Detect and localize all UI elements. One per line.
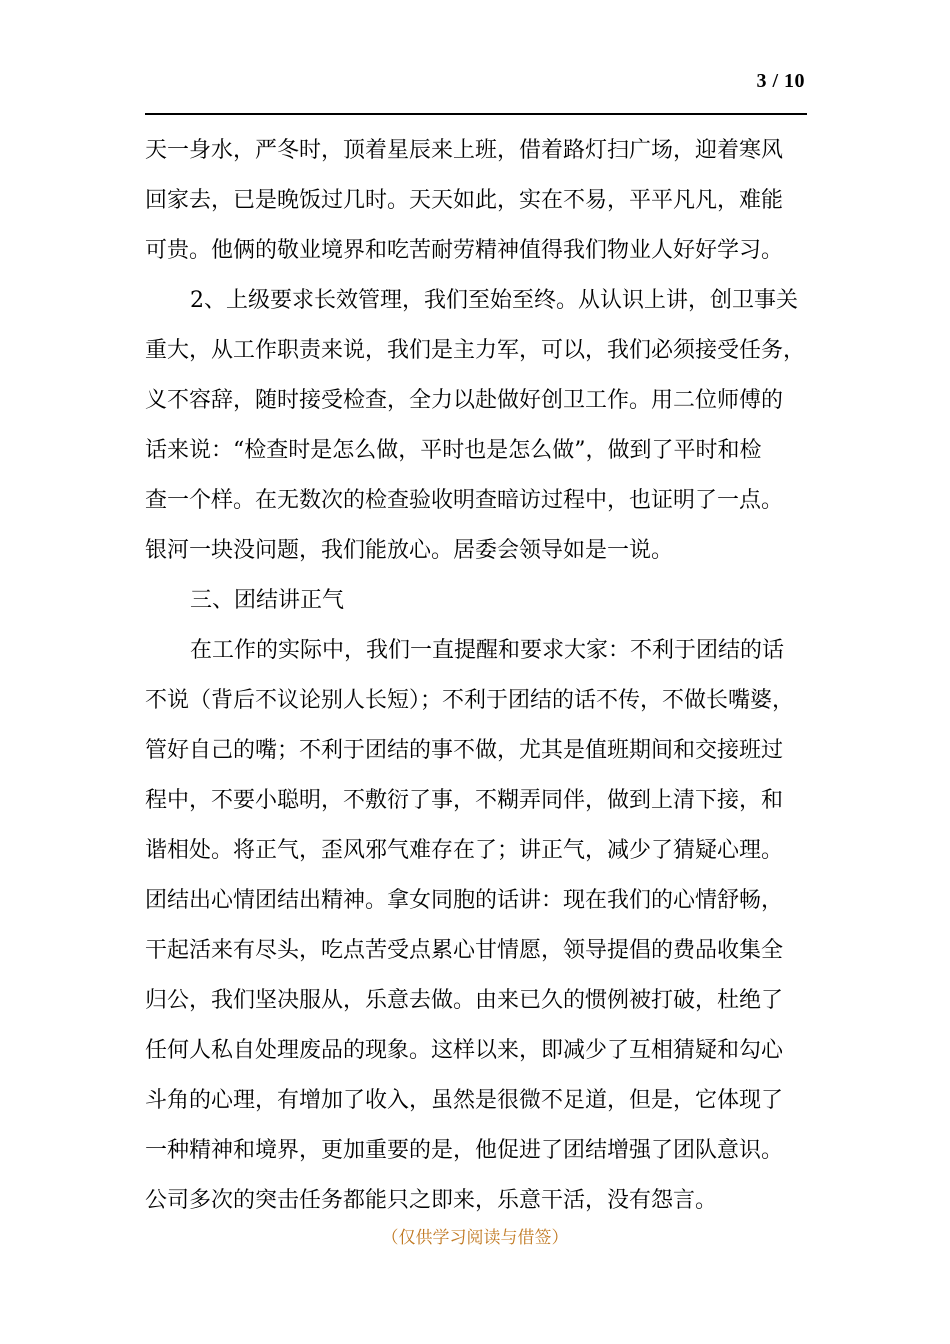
text-line: 斗角的心理，有增加了收入，虽然是很微不足道，但是，它体现了 bbox=[145, 1088, 784, 1113]
text-line: 不说（背后不议论别人长短）；不利于团结的话不传，不做长嘴婆， bbox=[145, 688, 795, 713]
text-line: 公司多次的突击任务都能只之即来，乐意干活，没有怨言。 bbox=[145, 1188, 718, 1213]
text-line: 回家去，已是晚饭过几时。天天如此，实在不易，平平凡凡，难能 bbox=[145, 188, 784, 213]
text-line: 查一个样。在无数次的检查验收明查暗访过程中，也证明了一点。 bbox=[145, 488, 784, 513]
text-line: 天一身水，严冬时，顶着星辰来上班，借着路灯扫广场，迎着寒风 bbox=[145, 138, 784, 163]
text-line: 谐相处。将正气，歪风邪气难存在了；讲正气，减少了猜疑心理。 bbox=[145, 838, 784, 863]
text-line: 归公，我们坚决服从，乐意去做。由来已久的惯例被打破，杜绝了 bbox=[145, 988, 784, 1013]
text-line: 干起活来有尽头，吃点苦受点累心甘情愿，领导提倡的费品收集全 bbox=[145, 938, 784, 963]
text-line: 团结出心情团结出精神。拿女同胞的话讲：现在我们的心情舒畅， bbox=[145, 888, 784, 913]
text-line: 重大，从工作职责来说，我们是主力军，可以，我们必须接受任务， bbox=[145, 338, 806, 363]
document-body bbox=[145, 126, 821, 1226]
text-line: 一种精神和境界，更加重要的是，他促进了团结增强了团队意识。 bbox=[145, 1138, 784, 1163]
paragraph-start-line: 2、上级要求长效管理，我们至始至终。从认识上讲，创卫事关 bbox=[190, 288, 798, 313]
text-line: 程中，不要小聪明，不敷衍了事，不糊弄同伴，做到上清下接，和 bbox=[145, 788, 784, 813]
text-line: 任何人私自处理废品的现象。这样以来，即减少了互相猜疑和勾心 bbox=[145, 1038, 784, 1063]
text-line: 义不容辞，随时接受检查，全力以赴做好创卫工作。用二位师傅的 bbox=[145, 388, 784, 413]
page-number: 3 / 10 bbox=[756, 70, 805, 92]
text-line: 可贵。他俩的敬业境界和吃苦耐劳精神值得我们物业人好好学习。 bbox=[145, 238, 784, 263]
header-divider bbox=[145, 113, 807, 115]
text-line: 管好自己的嘴；不利于团结的事不做，尤其是值班期间和交接班过 bbox=[145, 738, 784, 763]
text-line: 银河一块没问题，我们能放心。居委会领导如是一说。 bbox=[145, 538, 674, 563]
paragraph-start-line: 在工作的实际中，我们一直提醒和要求大家：不利于团结的话 bbox=[190, 638, 785, 663]
footer-disclaimer: （仅供学习阅读与借签） bbox=[381, 1228, 569, 1248]
section-heading: 三、团结讲正气 bbox=[190, 588, 345, 613]
text-line: 话来说：“检查时是怎么做，平时也是怎么做”，做到了平时和检 bbox=[145, 438, 762, 463]
